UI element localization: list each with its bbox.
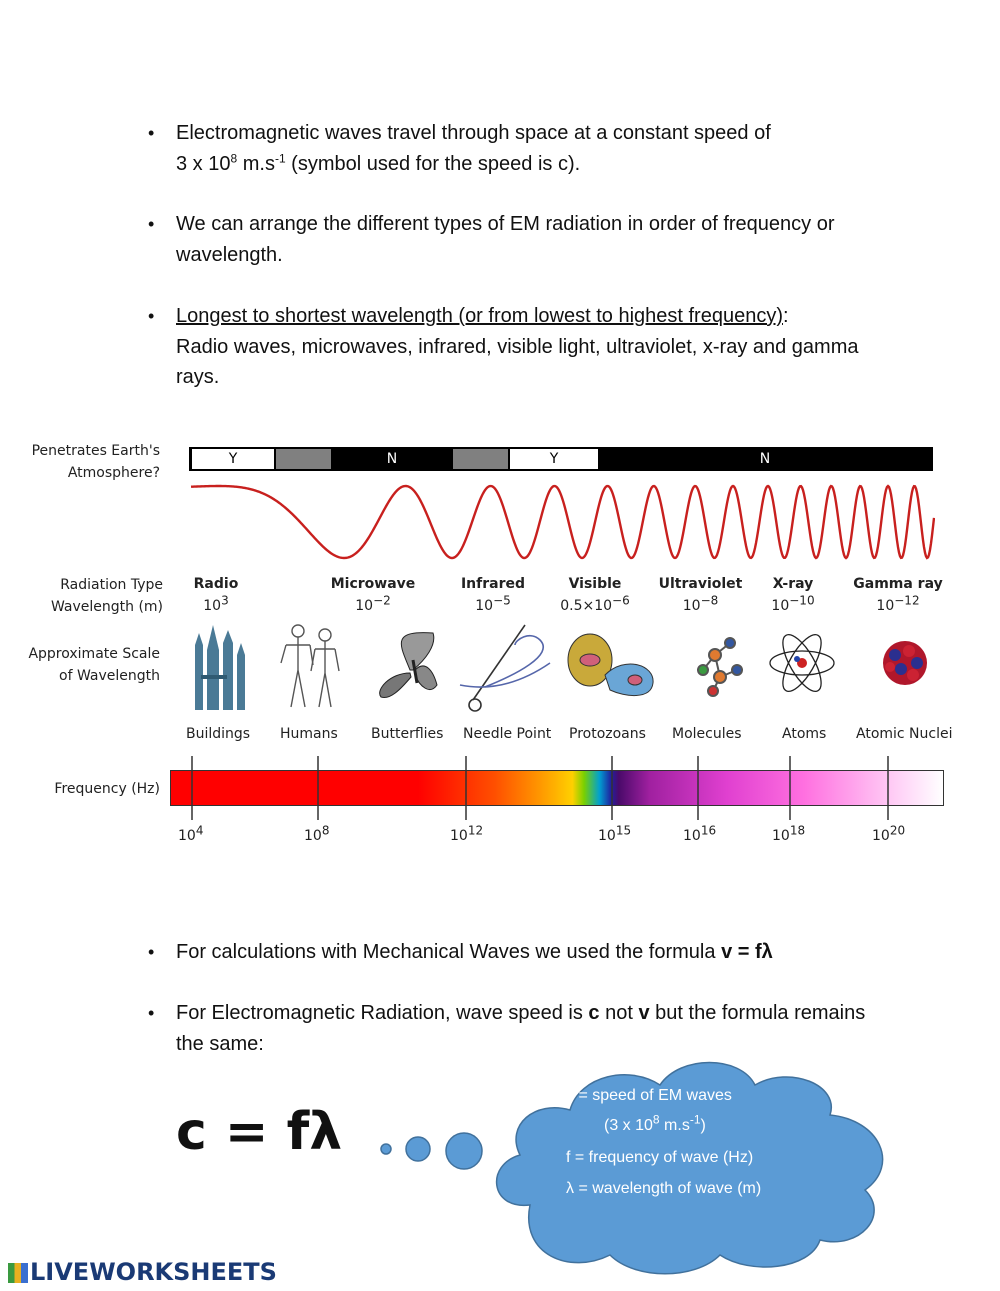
atm-seg-visible: Y xyxy=(510,449,598,469)
freq-tick-6: $10^{18}$ xyxy=(772,823,806,844)
liveworksheets-logo[interactable]: LIVEWORKSHEETS xyxy=(8,1258,277,1286)
frequency-ticks xyxy=(170,756,950,826)
type-infrared: Infrared xyxy=(460,576,526,592)
scale-illustrations xyxy=(185,615,975,720)
mechanical-formula: v = fλ xyxy=(721,941,773,963)
butterfly-icon xyxy=(380,633,437,698)
logo-icon xyxy=(8,1263,28,1283)
wl-ultraviolet: $10^{-8}$ xyxy=(682,593,719,614)
bullet-arrange-text: We can arrange the different types of EM radiation in order of frequency or wavelength. xyxy=(176,213,835,266)
atm-seg-high: N xyxy=(759,451,771,467)
freq-tick-4: $10^{15}$ xyxy=(598,823,632,844)
scale-humans: Humans xyxy=(280,726,338,742)
scale-molecules: Molecules xyxy=(672,726,742,742)
type-ultraviolet: Ultraviolet xyxy=(658,576,743,592)
bullet-dot: • xyxy=(148,123,155,143)
freq-tick-7: $10^{20}$ xyxy=(872,823,906,844)
type-gamma: Gamma ray xyxy=(853,576,943,592)
frequency-label: Frequency (Hz) xyxy=(54,781,160,797)
atm-seg-gray-1 xyxy=(276,449,331,469)
atmosphere-label: Penetrates Earth's Atmosphere? xyxy=(31,443,160,481)
bullet-speed-line2: 3 x $10^8$ $m.s^{-1}$ (symbol used for the speed is c). xyxy=(176,150,581,175)
scale-atoms: Atoms xyxy=(782,726,827,742)
wl-visible: $0.5\times 10^{-6}$ xyxy=(560,593,630,614)
wl-microwave: $10^{-2}$ xyxy=(355,593,391,614)
em-formula: c = fλ xyxy=(176,1102,343,1162)
bullet-dot: • xyxy=(148,1003,155,1023)
order-heading: Longest to shortest wavelength (or from lowest to highest frequency) xyxy=(176,305,783,327)
wl-radio: $10^3$ xyxy=(203,593,229,614)
scale-label: Approximate Scale of Wavelength xyxy=(28,646,160,684)
buildings-icon xyxy=(195,625,245,710)
cloud-line-c: c = speed of EM waves xyxy=(566,1087,732,1104)
bullet-dot: • xyxy=(148,942,155,962)
type-visible: Visible xyxy=(568,576,622,592)
cloud-line-c-value: (3 x $10^8$ $m.s^{-1}$) xyxy=(604,1112,706,1134)
atm-seg-gray-2 xyxy=(453,449,508,469)
type-xray: X-ray xyxy=(772,576,814,592)
cloud-line-lambda: λ = wavelength of wave (m) xyxy=(566,1180,762,1197)
freq-tick-1: $10^4$ xyxy=(178,823,204,844)
type-wavelength-label: Radiation Type Wavelength (m) xyxy=(50,577,163,615)
type-microwave: Microwave xyxy=(330,576,416,592)
scale-protozoans: Protozoans xyxy=(569,726,646,742)
wl-infrared: $10^{-5}$ xyxy=(475,593,511,614)
needle-point-icon xyxy=(460,625,550,711)
freq-tick-3: $10^{12}$ xyxy=(450,823,484,844)
freq-tick-5: $10^{16}$ xyxy=(683,823,717,844)
humans-icon xyxy=(281,625,339,707)
wl-xray: $10^{-10}$ xyxy=(771,593,815,614)
wl-gamma: $10^{-12}$ xyxy=(876,593,920,614)
bullet-speed-line1: Electromagnetic waves travel through space at a constant speed of xyxy=(176,122,771,144)
type-radio: Radio xyxy=(193,576,239,592)
atomic-nuclei-icon xyxy=(883,641,927,685)
molecules-icon xyxy=(698,638,742,696)
bullet-dot: • xyxy=(148,306,155,326)
atm-seg-microwave: N xyxy=(386,451,398,467)
atm-seg-radio: Y xyxy=(192,449,274,469)
cloud-line-f: f = frequency of wave (Hz) xyxy=(566,1149,754,1166)
scale-needle-point: Needle Point xyxy=(463,726,552,742)
bullet-dot: • xyxy=(148,214,155,234)
freq-tick-2: $10^8$ xyxy=(304,823,330,844)
scale-buildings: Buildings xyxy=(186,726,251,742)
scale-atomic-nuclei: Atomic Nuclei xyxy=(856,726,953,742)
order-list: Radio waves, microwaves, infrared, visible light, ultraviolet, x-ray and gamma rays. xyxy=(176,335,859,388)
atoms-icon xyxy=(770,629,834,696)
wave-graphic xyxy=(190,475,935,570)
scale-butterflies: Butterflies xyxy=(371,726,444,742)
protozoans-icon xyxy=(568,634,653,696)
